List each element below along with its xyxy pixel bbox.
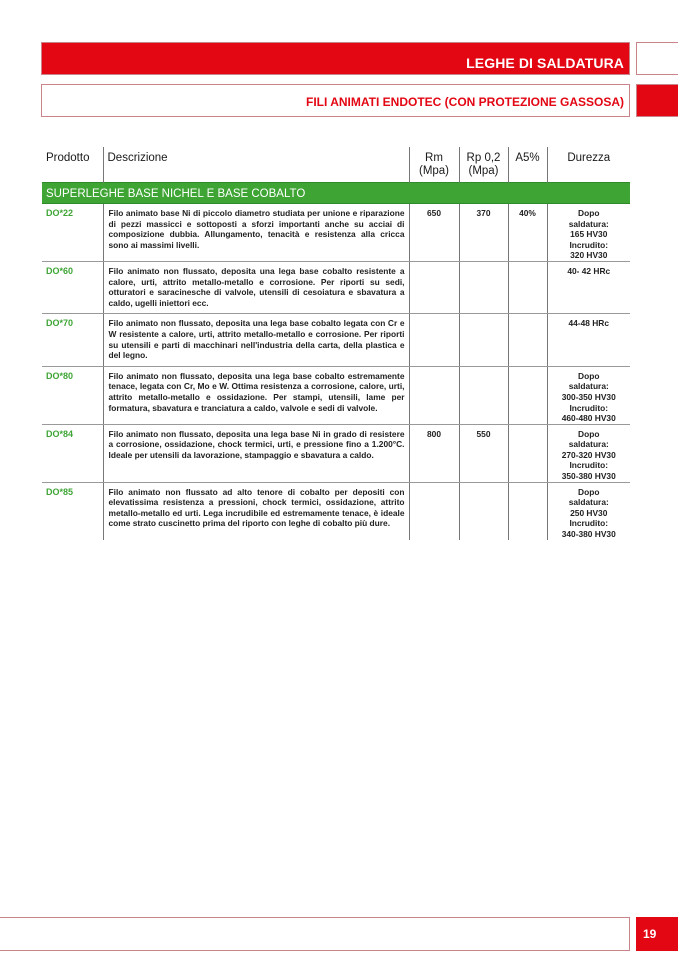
product-description: Filo animato non flussato ad alto tenore di cobalto per depositi con elevatissima resistenza a pressioni, chock termici, ossidazione, attrito metallo-metallo ed urti. Lega incrudibile ed estremamente tenace, è ideale come strato cuscinetto prima del riporto con leghe di cobalto più dure.	[103, 482, 409, 539]
column-header-rp	[459, 147, 508, 183]
rp-label: Rp 0,2	[466, 152, 501, 164]
table-row	[42, 261, 630, 313]
hardness-line: Incrudito:	[569, 402, 609, 413]
hardness-line: Incrudito:	[569, 460, 609, 471]
a5-value: 40%	[508, 204, 547, 262]
column-header-hardness: Durezza	[547, 147, 630, 183]
table-header-row	[42, 147, 630, 183]
hardness-value	[547, 424, 630, 482]
rm-value	[409, 482, 459, 539]
product-code: DO*60	[42, 261, 103, 313]
hardness-line: Dopo	[578, 370, 600, 381]
hardness-line: Dopo	[578, 428, 600, 439]
table-row	[42, 204, 630, 262]
product-description: Filo animato non flussato, deposita una lega base cobalto estremamente tenace, legata con Cr, Mo e W. Ottima resistenza a corrosione, calore, urti, attrito metallo-metallo e ossidazione. Per stampi, utensili, lame per formatura, sbavatura e tranciatura a caldo, valvole e sedi di valvole.	[103, 366, 409, 424]
product-description: Filo animato non flussato, deposita una lega base cobalto legata con Cr e W resistente a calore, urti, attrito metallo-metallo e corrosione. Per riporti su utensili e parti di macchinari nell'industria della carta, della plastica e del legno.	[103, 314, 409, 366]
hardness-line: Incrudito:	[569, 518, 609, 529]
hardness-line: Dopo	[578, 486, 600, 497]
product-code: DO*70	[42, 314, 103, 366]
product-table	[42, 147, 630, 540]
a5-value	[508, 424, 547, 482]
subsection-title-bar	[41, 84, 630, 117]
hardness-line: Dopo	[578, 208, 600, 218]
product-code: DO*84	[42, 424, 103, 482]
section-title-bar	[41, 42, 630, 75]
hardness-line: 40- 42 HRc	[567, 265, 611, 276]
rm-value: 650	[409, 204, 459, 262]
hardness-line: 320 HV30	[570, 250, 608, 261]
column-header-product: Prodotto	[46, 152, 90, 164]
rp-value	[459, 261, 508, 313]
hardness-line: saldatura:	[568, 439, 609, 450]
hardness-line: 270-320 HV30	[561, 449, 616, 460]
hardness-line: 340-380 HV30	[561, 529, 616, 540]
rp-value	[459, 366, 508, 424]
rm-value	[409, 261, 459, 313]
hardness-value	[547, 482, 630, 539]
section-row	[42, 183, 630, 204]
column-header-description: Descrizione	[103, 147, 409, 183]
footer-bar	[0, 917, 630, 951]
table-row	[42, 424, 630, 482]
page-number: 19	[643, 927, 657, 941]
rp-value: 370	[459, 204, 508, 262]
product-code: DO*22	[42, 204, 103, 262]
table-row	[42, 482, 630, 539]
header-side-box-red	[636, 84, 678, 117]
hardness-value	[547, 204, 630, 262]
rm-value	[409, 314, 459, 366]
hardness-line: 300-350 HV30	[561, 391, 616, 402]
hardness-line: 165 HV30	[570, 229, 608, 240]
rm-label: Rm	[425, 152, 443, 164]
a5-value	[508, 366, 547, 424]
a5-value	[508, 314, 547, 366]
hardness-line: saldatura:	[568, 381, 609, 392]
hardness-line: Incrudito:	[569, 239, 609, 250]
a5-value	[508, 261, 547, 313]
product-code: DO*80	[42, 366, 103, 424]
rm-unit: (Mpa)	[418, 165, 450, 177]
page-number-box	[636, 917, 678, 951]
hardness-line: 44-48 HRc	[568, 318, 609, 329]
header-side-box	[636, 42, 678, 75]
hardness-value	[547, 314, 630, 366]
product-code: DO*85	[46, 486, 74, 497]
hardness-line: saldatura:	[568, 218, 609, 229]
product-description: Filo animato base Ni di piccolo diametro studiata per unione e riparazione di pezzi massicci e sottoposti a sforzi importanti anche su acciai di composizione dubbia. Allungamento, tenacità e resistenza alla cricca sono ai massimi livelli.	[103, 204, 409, 262]
rp-unit: (Mpa)	[468, 165, 499, 177]
rp-value: 550	[459, 424, 508, 482]
table-row	[42, 366, 630, 424]
rm-value	[409, 366, 459, 424]
hardness-value	[547, 366, 630, 424]
rm-value: 800	[409, 424, 459, 482]
section-title: LEGHE DI SALDATURA	[466, 55, 624, 71]
rp-value	[459, 314, 508, 366]
table-row	[42, 314, 630, 366]
section-heading: SUPERLEGHE BASE NICHEL E BASE COBALTO	[42, 183, 630, 204]
a5-value	[508, 482, 547, 539]
subsection-title: FILI ANIMATI ENDOTEC (CON PROTEZIONE GASSOSA)	[306, 94, 624, 109]
hardness-line: 460-480 HV30	[561, 413, 616, 424]
column-header-rm	[409, 147, 459, 183]
column-header-a5: A5%	[508, 147, 547, 183]
hardness-line: saldatura:	[568, 497, 609, 508]
product-description: Filo animato non flussato, deposita una lega base cobalto resistente a calore, urti, attrito metallo-metallo e corrosione. Per riporti su sedi, otturatori e saracinesche di valvole, utensili di cesoiatura e sbavatura a caldo, ugelli iniettori ecc.	[103, 261, 409, 313]
hardness-line: 350-380 HV30	[561, 471, 616, 482]
hardness-value	[547, 261, 630, 313]
rp-value	[459, 482, 508, 539]
hardness-line: 250 HV30	[570, 507, 608, 518]
product-description: Filo animato non flussato, deposita una lega base Ni in grado di resistere a corrosione, ossidazione, chock termici, urti, e pressione fino a 1.200°C. Ideale per utensili da lavorazione, stampaggio e sbavatura a caldo.	[103, 424, 409, 482]
